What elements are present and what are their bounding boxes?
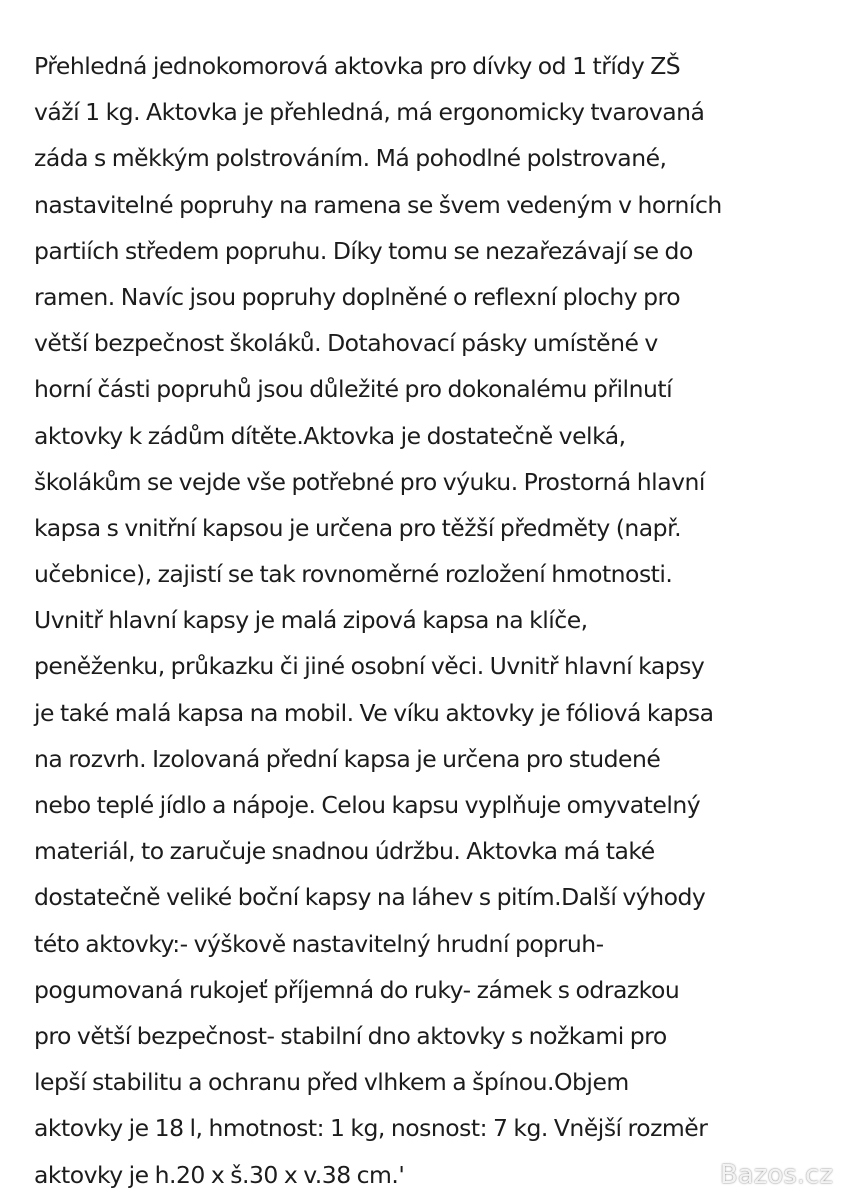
description-line: váží 1 kg. Aktovka je přehledná, má ergonomicky tvarovaná (34, 98, 705, 127)
description-line: materiál, to zaručuje snadnou údržbu. Aktovka má také (34, 837, 655, 866)
description-line: Přehledná jednokomorová aktovka pro dívky od 1 třídy ZŠ (34, 52, 681, 80)
description-line: je také malá kapsa na mobil. Ve víku aktovky je fóliová kapsa (34, 698, 714, 727)
description-line: aktovky je 18 l, hmotnost: 1 kg, nosnost: 7 kg. Vnější rozměr (34, 1114, 708, 1143)
description-line: této aktovky:- výškově nastavitelný hrudní popruh- (34, 929, 604, 958)
description-line: nastavitelné popruhy na ramena se švem vedeným v horních (34, 190, 722, 219)
description-line: ramen. Navíc jsou popruhy doplněné o reflexní plochy pro (34, 282, 681, 311)
description-line: záda s měkkým polstrováním. Má pohodlné polstrované, (34, 144, 667, 173)
description-line: aktovky je h.20 x š.30 x v.38 cm.' (34, 1160, 405, 1189)
description-line: učebnice), zajistí se tak rovnoměrné rozložení hmotnosti. (34, 560, 673, 589)
at-sign-icon (684, 1160, 714, 1190)
description-line: pro větší bezpečnost- stabilní dno aktovky s nožkami pro (34, 1021, 667, 1050)
description-line: nebo teplé jídlo a nápoje. Celou kapsu vyplňuje omyvatelný (34, 791, 701, 819)
description-text (34, 43, 834, 1198)
description-line: na rozvrh. Izolovaná přední kapsa je určena pro studené (34, 744, 661, 773)
description-line: pogumovaná rukojeť příjemná do ruky- zámek s odrazkou (34, 975, 680, 1004)
bazos-watermark (684, 1160, 833, 1190)
description-line: horní části popruhů jsou důležité pro dokonalému přilnutí (34, 375, 673, 404)
redacted-area (438, 1148, 628, 1200)
description-line: Uvnitř hlavní kapsy je malá zipová kapsa na klíče, (34, 606, 588, 635)
description-line: partiích středem popruhu. Díky tomu se nezařezávají se do (34, 236, 693, 265)
description-line: dostatečně veliké boční kapsy na láhev s pitím.Další výhody (34, 883, 706, 912)
description-line: kapsa s vnitřní kapsou je určena pro těžší předměty (např. (34, 513, 682, 542)
description-line: větší bezpečnost školáků. Dotahovací pásky umístěné v (34, 329, 658, 358)
description-line: lepší stabilitu a ochranu před vlhkem a špínou.Objem (34, 1068, 629, 1097)
description-line: peněženku, průkazku či jiné osobní věci. Uvnitř hlavní kapsy (34, 652, 705, 681)
watermark-label: Bazos.cz (719, 1160, 833, 1190)
description-line: školákům se vejde vše potřebné pro výuku. Prostorná hlavní (34, 467, 705, 496)
description-line: aktovky k zádům dítěte.Aktovka je dostatečně velká, (34, 421, 626, 450)
